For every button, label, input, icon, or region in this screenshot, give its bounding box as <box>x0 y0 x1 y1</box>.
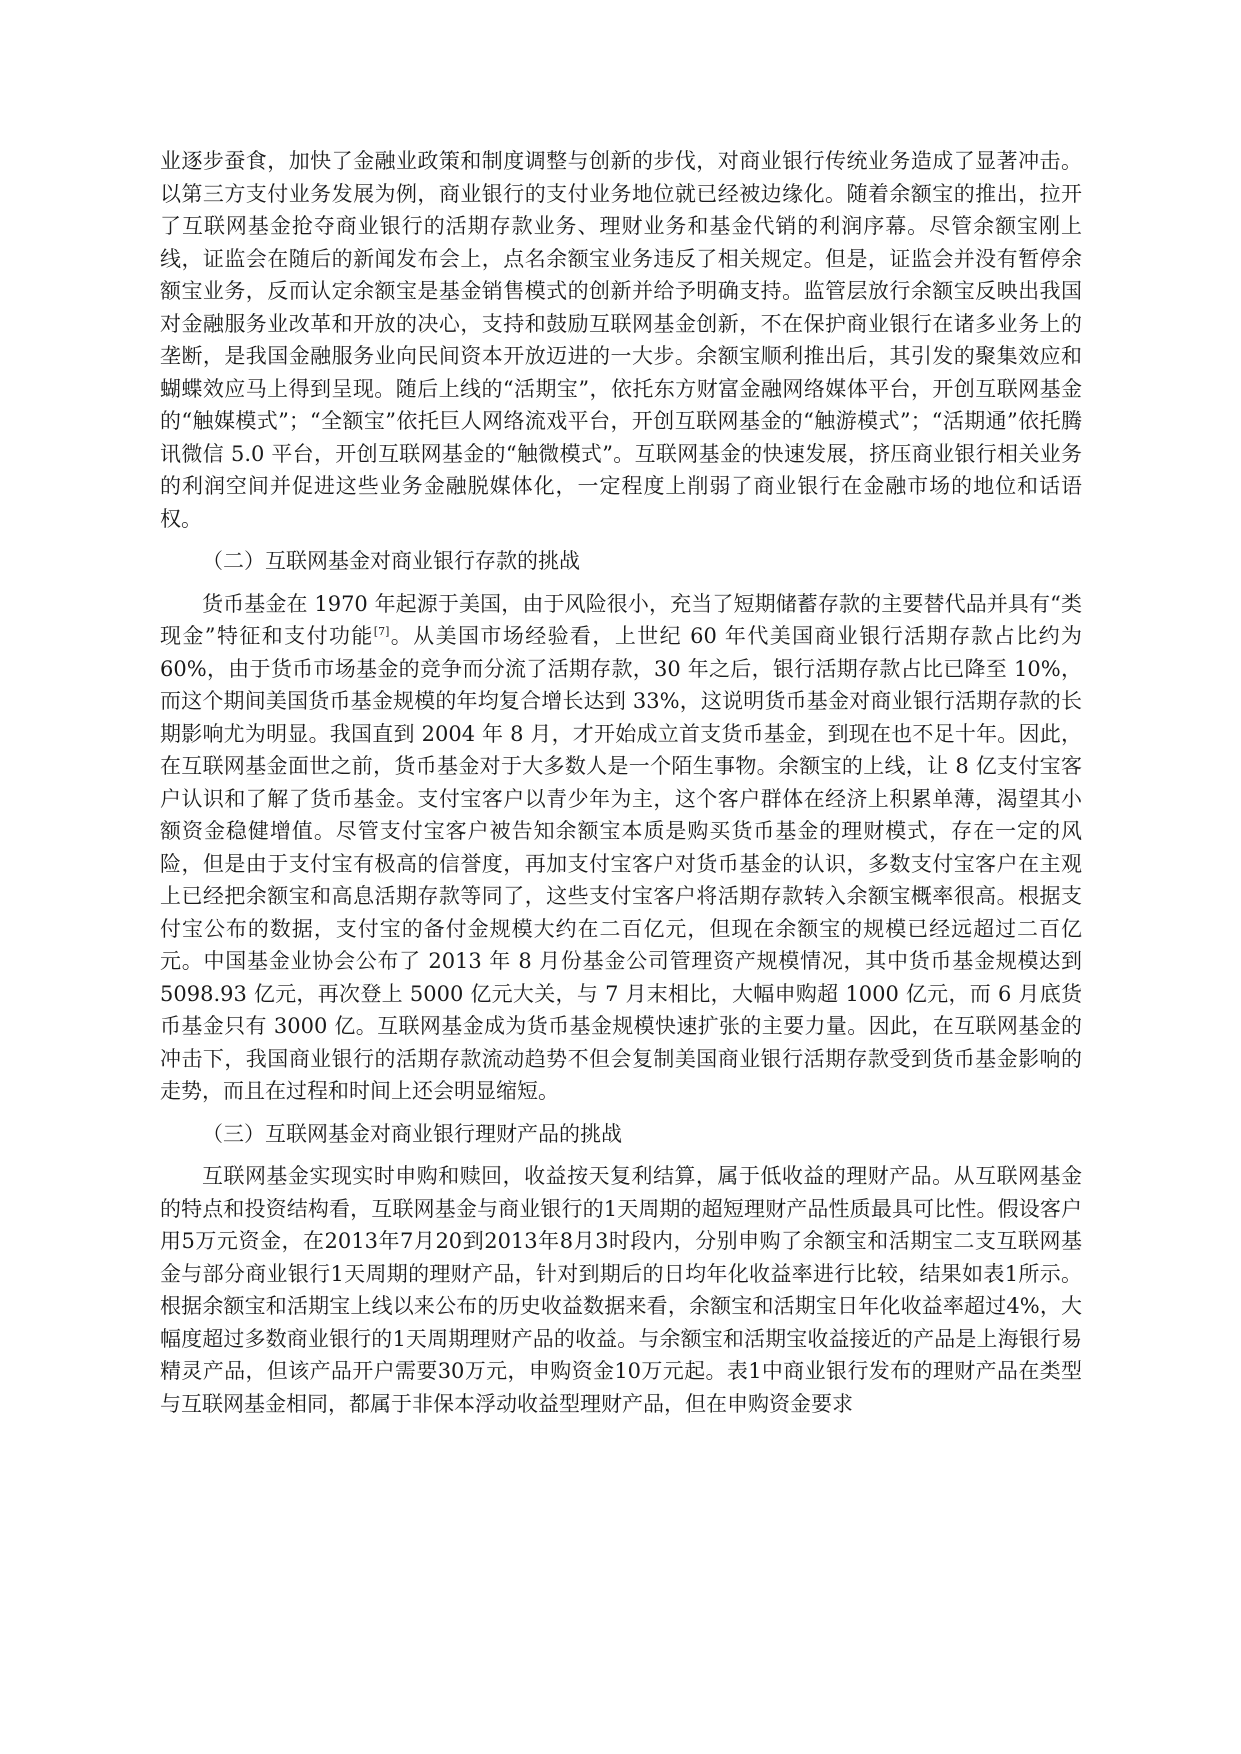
document-body <box>160 145 1082 1420</box>
paragraph-deposits <box>160 588 1082 1108</box>
citation-reference: [7] <box>373 625 390 638</box>
paragraph-wealth-products: 互联网基金实现实时申购和赎回，收益按天复利结算，属于低收益的理财产品。从互联网基金的特点和投资结构看，互联网基金与商业银行的1天周期的超短理财产品性质最具可比性。假设客户用5万元资金，在2013年7月20到2013年8月3时段内，分别申购了余额宝和活期宝二支互联网基金与部分商业银行1天周期的理财产品，针对到期后的日均年化收益率进行比较，结果如表1所示。根据余额宝和活期宝上线以来公布的历史收益数据来看，余额宝和活期宝日年化收益率超过4%，大幅度超过多数商业银行的1天周期理财产品的收益。与余额宝和活期宝收益接近的产品是上海银行易精灵产品，但该产品开户需要30万元，申购资金10万元起。表1中商业银行发布的理财产品在类型与互联网基金相同，都属于非保本浮动收益型理财产品，但在申购资金要求 <box>160 1164 1082 1416</box>
section-heading-deposits: （二）互联网基金对商业银行存款的挑战 <box>202 549 580 573</box>
paragraph-deposits-text-a: 货币基金在 1970 年起源于美国，由于风险很小，充当了短期储蓄存款的主要替代品并具有“类现金”特征和支付功能 <box>160 591 1082 648</box>
paragraph-deposits-text-b: 。从美国市场经验看，上世纪 60 年代美国商业银行活期存款占比约为 60%，由于货币市场基金的竞争而分流了活期存款，30 年之后，银行活期存款占比已降至 10%，而这个期间美国货币基金规模的年均复合增长达到 33%，这说明货币基金对商业银行活期存款的长期影响尤为明显。我国直到 2004 年 8 月，才开始成立首支货币基金，到现在也不足十年。因此，在互联网基金面世之前，货币基金对于大多数人是一个陌生事物。余额宝的上线，让 8 亿支付宝客户认识和了解了货币基金。支付宝客户以青少年为主，这个客户群体在经济上积累单薄，渴望其小额资金稳健增值。尽管支付宝客户被告知余额宝本质是购买货币基金的理财模式，存在一定的风险，但是由于支付宝有极高的信誉度，再加支付宝客户对货币基金的认识，多数支付宝客户在主观上已经把余额宝和高息活期存款等同了，这些支付宝客户将活期存款转入余额宝概率很高。根据支付宝公布的数据，支付宝的备付金规模大约在二百亿元，但现在余额宝的规模已经远超过二百亿元。中国基金业协会公布了 2013 年 8 月份基金公司管理资产规模情况，其中货币基金规模达到 5098.93 亿元，再次登上 5000 亿元大关，与 7 月末相比，大幅申购超 1000 亿元，而 6 月底货币基金只有 3000 亿。互联网基金成为货币基金规模快速扩张的主要力量。因此，在互联网基金的冲击下，我国商业银行的活期存款流动趋势不但会复制美国商业银行活期存款受到货币基金影响的走势，而且在过程和时间上还会明显缩短。 <box>160 624 1082 1103</box>
section-heading-wealth-products: （三）互联网基金对商业银行理财产品的挑战 <box>202 1121 622 1146</box>
paragraph-intro: 业逐步蚕食，加快了金融业政策和制度调整与创新的步伐，对商业银行传统业务造成了显著冲击。以第三方支付业务发展为例，商业银行的支付业务地位就已经被边缘化。随着余额宝的推出，拉开了互联网基金抢夺商业银行的活期存款业务、理财业务和基金代销的利润序幕。尽管余额宝刚上线，证监会在随后的新闻发布会上，点名余额宝业务违反了相关规定。但是，证监会并没有暂停余额宝业务，反而认定余额宝是基金销售模式的创新并给予明确支持。监管层放行余额宝反映出我国对金融服务业改革和开放的决心，支持和鼓励互联网基金创新，不在保护商业银行在诸多业务上的垄断，是我国金融服务业向民间资本开放迈进的一大步。余额宝顺利推出后，其引发的聚集效应和蝴蝶效应马上得到呈现。随后上线的“活期宝”，依托东方财富金融网络媒体平台，开创互联网基金的“触媒模式”；“全额宝”依托巨人网络流戏平台，开创互联网基金的“触游模式”；“活期通”依托腾讯微信 5.0 平台，开创互联网基金的“触微模式”。互联网基金的快速发展，挤压商业银行相关业务的利润空间并促进这些业务金融脱媒体化，一定程度上削弱了商业银行在金融市场的地位和话语权。 <box>160 149 1082 531</box>
